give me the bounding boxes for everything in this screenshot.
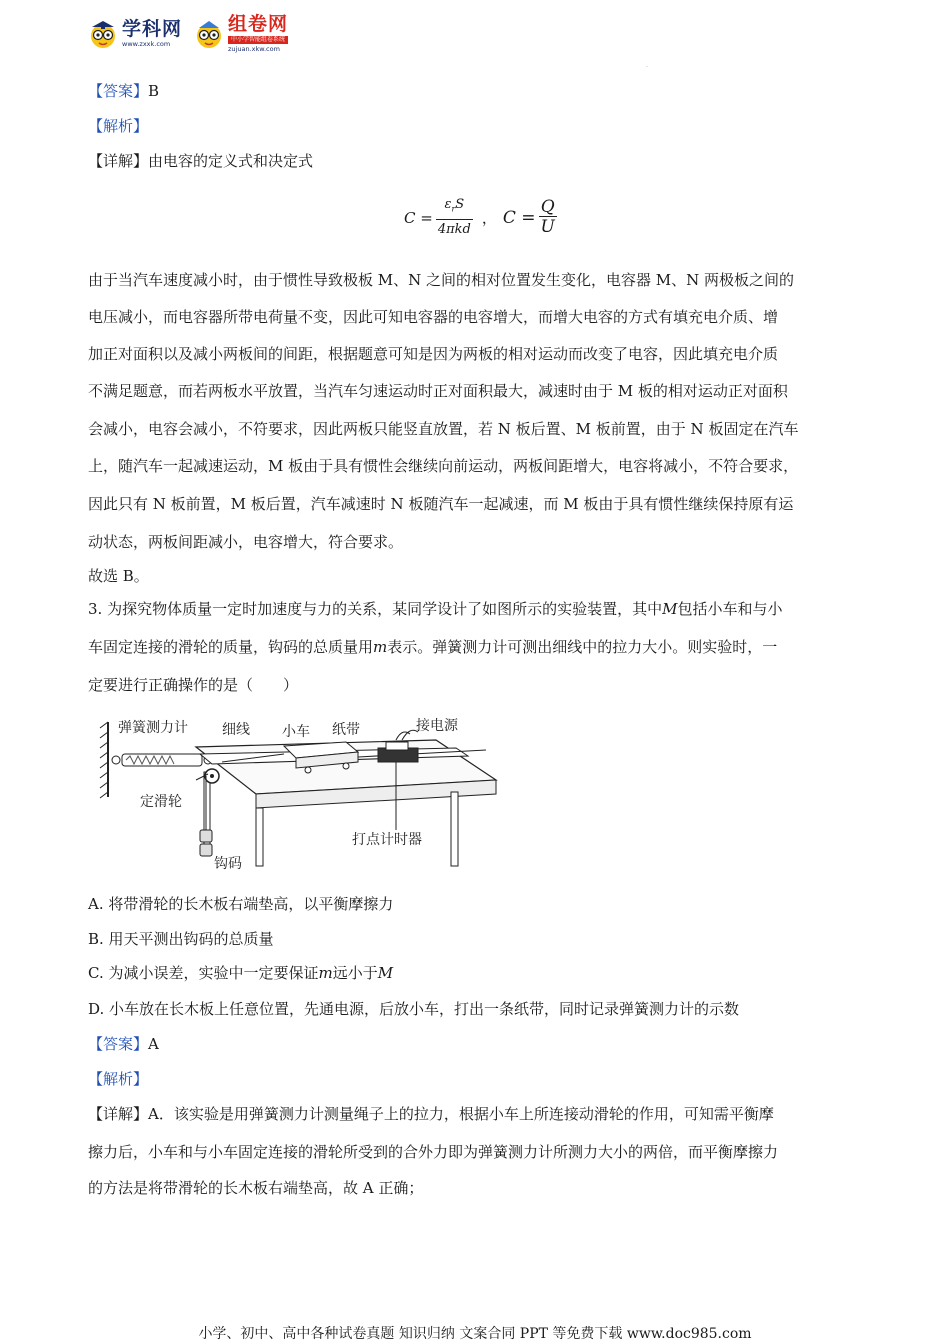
- q3-stem-text: 表示。弹簧测力计可测出细线中的拉力大小。则实验时，一: [387, 638, 778, 656]
- analysis-label: 【解析】: [88, 117, 149, 135]
- label-cart: 小车: [282, 724, 310, 740]
- zxxk-logo[interactable]: [88, 19, 182, 49]
- wall-hatching: [100, 722, 108, 798]
- label-thread: 细线: [222, 722, 250, 738]
- option-c-var-M: M: [377, 964, 394, 982]
- answer-label: 【答案】: [88, 82, 149, 100]
- q3-detail-line-3: 的方法是将带滑轮的长木板右端垫高，故 A 正确；: [88, 1179, 424, 1197]
- label-timer: 打点计时器: [352, 832, 422, 848]
- q3-option-b: B. 用天平测出钩码的总质量: [88, 930, 274, 948]
- detail-text: A．该实验是用弹簧测力计测量绳子上的拉力，根据小车上所连接动滑轮的作用，可知需平衡摩: [148, 1105, 774, 1123]
- q3-var-M: M: [662, 600, 678, 618]
- label-weights: 钩码: [214, 856, 242, 872]
- q3-var-m: m: [373, 638, 388, 656]
- option-c-text: C. 为减小误差，实验中一定要保证: [88, 964, 319, 982]
- decorative-dot: .: [646, 62, 648, 69]
- q3-stem-line-3: 定要进行正确操作的是（ ）: [88, 676, 299, 694]
- q2-paragraph-line: 加正对面积以及减小两板间的间距，根据题意可知是因为两板的相对运动而改变了电容，因此填充电介质: [88, 345, 779, 363]
- q2-paragraph-line: 动状态，两板间距减小，电容增大，符合要求。: [88, 533, 404, 551]
- q3-option-d: D. 小车放在长木板上任意位置，先通电源，后放小车，打出一条纸带，同时记录弹簧测力计的示数: [88, 1000, 740, 1018]
- q3-detail-line-2: 擦力后，小车和与小车固定连接的滑轮所受到的合外力即为弹簧测力计所测力大小的两倍，而平衡摩擦力: [88, 1143, 779, 1161]
- answer-value: B: [148, 82, 160, 100]
- formula-c2-den: U: [540, 217, 555, 238]
- zujuan-logo-name: 组卷网: [228, 13, 289, 36]
- owl-mascot-icon: [88, 19, 118, 49]
- q3-stem-text: 包括小车和与小: [677, 600, 783, 618]
- formula-c1-sub: r: [451, 204, 456, 214]
- weight-block: [200, 844, 212, 856]
- label-power: 接电源: [416, 718, 458, 734]
- mascot-icon: [194, 19, 224, 49]
- analysis-label: 【解析】: [88, 1070, 149, 1088]
- zxxk-logo-url: www.zxxk.com: [122, 40, 171, 49]
- experiment-apparatus-figure: [96, 712, 500, 877]
- q3-option-a: A. 将带滑轮的长木板右端垫高，以平衡摩擦力: [88, 895, 394, 913]
- q2-paragraph-line: 不满足题意，而若两板水平放置，当汽车匀速运动时正对面积最大，减速时由于 M 板的相对运动正对面积: [88, 382, 788, 400]
- q3-detail-line-1: [88, 1104, 774, 1124]
- formula-c1-num-tail: S: [455, 197, 465, 212]
- detail-label: 【详解】: [88, 152, 149, 170]
- option-c-text: 远小于: [332, 964, 378, 982]
- header-logos: [88, 14, 288, 54]
- capacitance-formula: [404, 196, 560, 240]
- formula-c1-lhs: C =: [404, 208, 433, 227]
- q2-paragraph-line: 由于当汽车速度减小时，由于惯性导致极板 M、N 之间的相对位置发生变化，电容器 M、N 两极板之间的: [88, 271, 795, 289]
- spring-scale: [112, 754, 212, 766]
- q3-option-c: [88, 963, 393, 983]
- formula-c1-num: ε: [444, 197, 452, 212]
- detail-text: 由电容的定义式和决定式: [148, 152, 314, 170]
- formula-c2-fraction: [539, 198, 557, 237]
- q3-stem-text: 3. 为探究物体质量一定时加速度与力的关系，某同学设计了如图所示的实验装置，其中: [88, 600, 663, 618]
- table-leg: [256, 808, 263, 866]
- q2-answer: [88, 81, 159, 101]
- weight-block: [200, 830, 212, 842]
- formula-c1-den: 4πkd: [436, 219, 473, 240]
- answer-label: 【答案】: [88, 1035, 149, 1053]
- q2-paragraph-line: 电压减小，而电容器所带电荷量不变，因此可知电容器的电容增大，而增大电容的方式有填充电介质、增: [88, 308, 779, 326]
- q2-analysis-label: [88, 116, 148, 136]
- table-leg: [451, 792, 458, 866]
- zxxk-logo-name: 学科网: [122, 18, 183, 41]
- page-footer[interactable]: 小学、初中、高中各种试卷真题 知识归纳 文案合同 PPT 等免费下载 www.doc985.com: [198, 1326, 752, 1342]
- answer-value: A: [148, 1035, 159, 1053]
- detail-label: 【详解】: [88, 1105, 149, 1123]
- q3-stem-line-2: [88, 637, 777, 657]
- q2-detail-intro: [88, 151, 313, 171]
- q2-paragraph-line: 会减小，电容会减小，不符要求，因此两板只能竖直放置，若 N 板后置、M 板前置，由于 N 板固定在汽车: [88, 420, 799, 438]
- formula-c2-lhs: C =: [502, 207, 536, 228]
- zujuan-logo-tagline: 中小学智能组卷系统: [228, 36, 288, 44]
- formula-sep: ，: [481, 209, 497, 228]
- formula-c2-num: Q: [540, 197, 555, 218]
- zujuan-logo[interactable]: [194, 15, 288, 53]
- q3-stem-text: 车固定连接的滑轮的质量，钩码的总质量用: [88, 638, 374, 656]
- q2-conclusion: 故选 B。: [88, 567, 149, 585]
- q2-paragraph-line: 上，随汽车一起减速运动，M 板由于具有惯性会继续向前运动，两板间距增大，电容将减小，不符合要求，: [88, 457, 799, 475]
- label-pulley: 定滑轮: [140, 794, 182, 810]
- q3-answer: [88, 1034, 159, 1054]
- label-spring-scale: 弹簧测力计: [118, 720, 188, 736]
- formula-c1-fraction: [436, 196, 473, 240]
- option-c-var-m: m: [318, 964, 333, 982]
- label-tape: 纸带: [332, 722, 360, 738]
- zujuan-logo-url: zujuan.xkw.com: [228, 45, 280, 54]
- q3-stem-line-1: [88, 599, 782, 619]
- q2-paragraph-line: 因此只有 N 板前置，M 板后置，汽车减速时 N 板随汽车一起减速，而 M 板由于具有惯性继续保持原有运: [88, 495, 794, 513]
- q3-analysis-label: [88, 1069, 148, 1089]
